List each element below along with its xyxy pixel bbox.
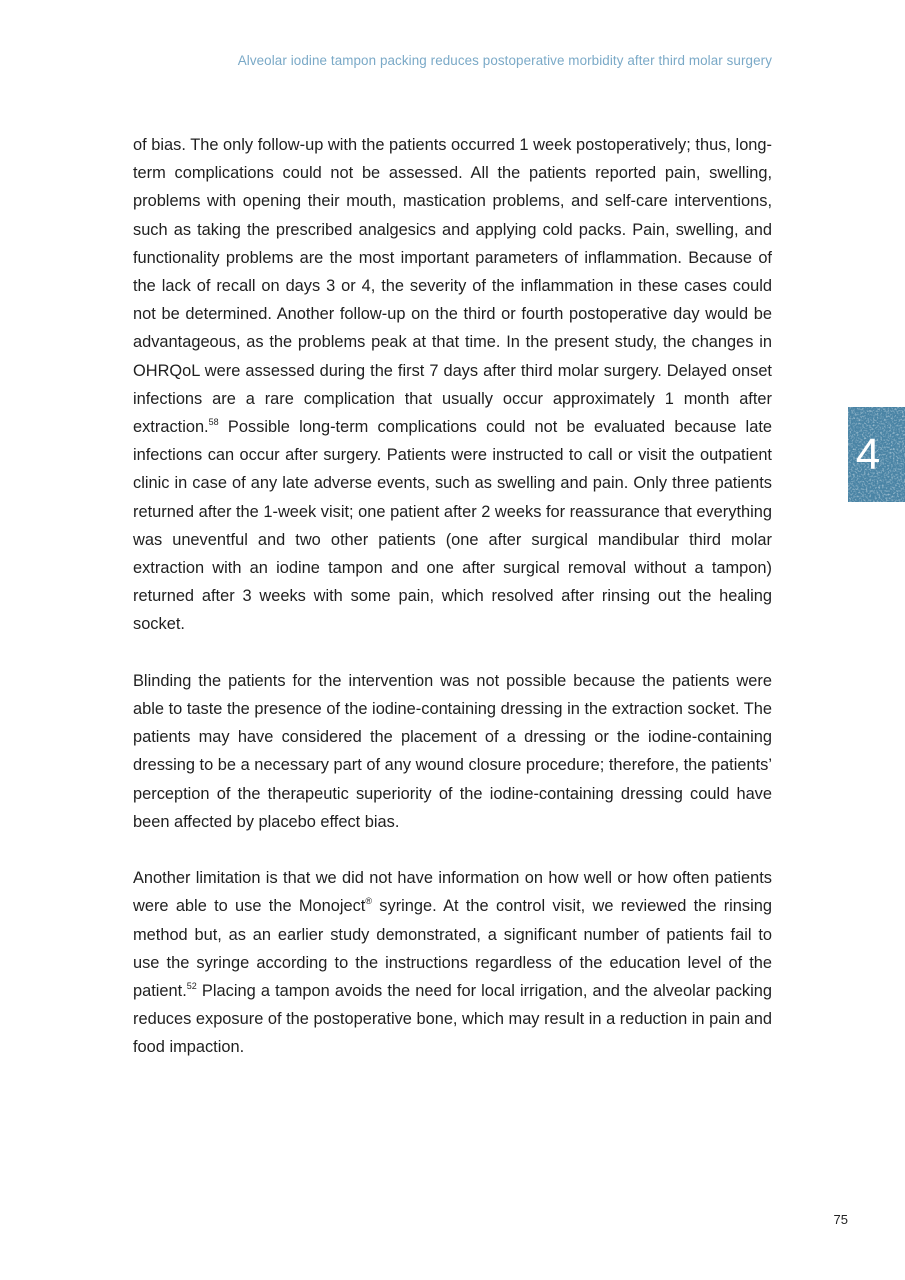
paragraph-text: Placing a tampon avoids the need for local irrigation, and the alveolar packing reduces exposure of the postoperative bone, which may result in a reduction in pain and food impaction.: [133, 982, 772, 1057]
chapter-tab: [848, 407, 905, 502]
paragraph-monoject-limitation: [133, 864, 772, 1061]
paragraph-text: Possible long-term complications could not be evaluated because late infections can occur after surgery. Patients were instructed to call or visit the outpatient clinic in case of any late adverse events, such as swelling and pain. Only three patients returned after the 1-week visit; one patient after 2 weeks for reassurance that everything was uneventful and two other patients (one after surgical mandibular third molar extraction with an iodine tampon and one after surgical removal without a tampon) returned after 3 weeks with some pain, which resolved after rinsing out the healing socket.: [133, 418, 772, 634]
paragraph-blinding: Blinding the patients for the intervention was not possible because the patients were able to taste the presence of the iodine-containing dressing in the extraction socket. The patients may have considered the placement of a dressing or the iodine-containing dressing to be a necessary part of any wound closure procedure; therefore, the patients’ perception of the therapeutic superiority of the iodine-containing dressing could have been affected by placebo effect bias.: [133, 671, 772, 831]
paragraph-text: syringe. At the control visit, we reviewed the rinsing method but, as an earlier study demonstrated, a significant number of patients fail to use the syringe according to the instructions regardless of the education level of the patient.: [133, 897, 772, 1001]
body-text: [133, 131, 772, 1090]
citation-reference: 58: [208, 416, 219, 427]
paragraph-limitations-followup: [133, 131, 772, 639]
citation-reference: 52: [186, 980, 197, 991]
paragraph-text: of bias. The only follow-up with the patients occurred 1 week postoperatively; thus, long-term complications could not be assessed. All the patients reported pain, swelling, problems with opening their mouth, mastication problems, and self-care interventions, such as taking the prescribed analgesics and applying cold packs. Pain, swelling, and functionality problems are the most important parameters of inflammation. Because of the lack of recall on days 3 or 4, the severity of the inflammation in these cases could not be determined. Another follow-up on the third or fourth postoperative day would be advantageous, as the problems peak at that time. In the present study, the changes in OHRQoL were assessed during the first 7 days after third molar surgery. Delayed onset infections are a rare complication that usually occur approximately 1 month after extraction.: [133, 136, 772, 437]
running-header: Alveolar iodine tampon packing reduces postoperative morbidity after third molar surgery: [237, 53, 772, 68]
chapter-number: 4: [855, 430, 881, 479]
registered-mark: ®: [365, 895, 373, 906]
page-number: 75: [833, 1212, 848, 1227]
paragraph-text: Another limitation is that we did not have information on how well or how often patients were able to use the Monoject: [133, 869, 772, 916]
